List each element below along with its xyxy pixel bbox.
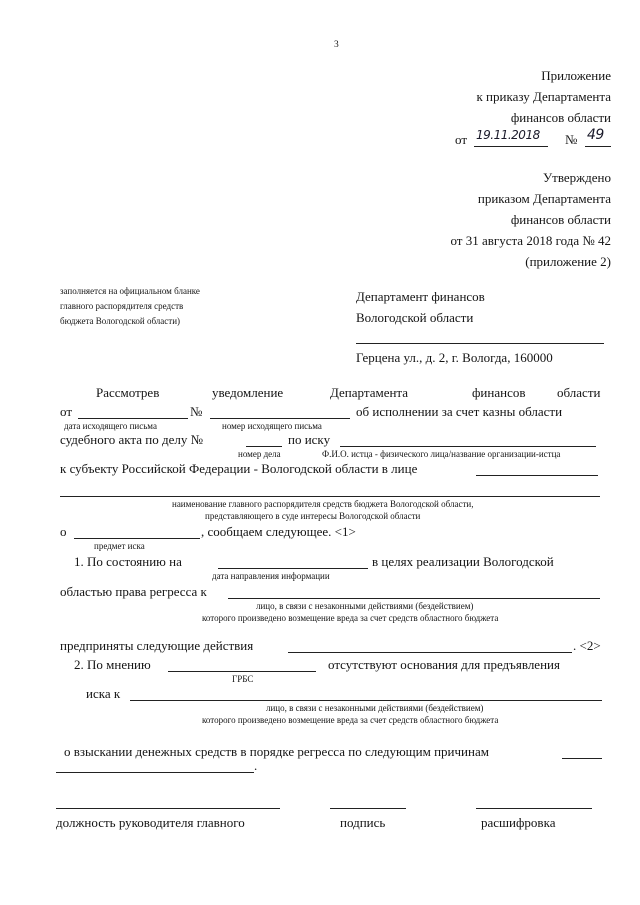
field-signature[interactable] bbox=[330, 808, 406, 809]
field-grbs-b[interactable] bbox=[60, 496, 600, 497]
addressee-underline bbox=[356, 343, 604, 344]
addressee-address: Герцена ул., д. 2, г. Вологда, 160000 bbox=[356, 350, 553, 365]
sign-signature-label: подпись bbox=[340, 815, 386, 830]
field-reasons-b[interactable] bbox=[56, 772, 254, 773]
field-date-letter[interactable] bbox=[78, 418, 188, 419]
word-uvedomlenie: уведомление bbox=[212, 385, 284, 400]
label-o-vzyskanii: о взыскании денежных средств в порядке регресса по следующим причинам bbox=[64, 744, 489, 759]
label-soobshchaem: , сообщаем следующее. <1> bbox=[201, 524, 356, 539]
field-person-2[interactable] bbox=[130, 700, 602, 701]
field-case-num[interactable] bbox=[246, 446, 282, 447]
caption-person-2: которого произведено возмещение вреда за счет средств областного бюджета bbox=[202, 613, 499, 623]
caption-grbs-1: наименование главного распорядителя средств бюджета Вологодской области, bbox=[172, 499, 474, 509]
page-number: 3 bbox=[334, 40, 339, 50]
caption-plaintiff: Ф.И.О. истца - физического лица/название организации-истца bbox=[322, 449, 561, 459]
label-predprinyaty: предприняты следующие действия bbox=[60, 638, 254, 653]
sign-position-label: должность руководителя главного bbox=[56, 815, 245, 830]
word-oblasti: области bbox=[557, 385, 601, 400]
p2-start: 2. По мнению bbox=[74, 657, 151, 672]
field-reasons-a[interactable] bbox=[562, 758, 602, 759]
label-po-isku: по иску bbox=[288, 432, 331, 447]
field-plaintiff[interactable] bbox=[340, 446, 596, 447]
appendix-title: Приложение bbox=[541, 68, 611, 83]
field-num-letter[interactable] bbox=[210, 418, 350, 419]
field-person-1[interactable] bbox=[228, 598, 600, 599]
approved-dept: финансов области bbox=[510, 212, 611, 227]
appendix-dept: финансов области bbox=[510, 110, 611, 125]
caption-person-3: лицо, в связи с незаконными действиями (бездействием) bbox=[266, 703, 484, 713]
sign-decoding-label: расшифровка bbox=[481, 815, 556, 830]
p1-end: в целях реализации Вологодской bbox=[372, 554, 554, 569]
field-grbs-opinion[interactable] bbox=[168, 671, 316, 672]
field-actions[interactable] bbox=[288, 652, 572, 653]
left-note-line: главного распорядителя средств bbox=[60, 301, 184, 311]
label-oblastyu: областью права регресса к bbox=[60, 584, 207, 599]
caption-subject: предмет иска bbox=[94, 541, 145, 551]
addressee-name: Департамент финансов bbox=[356, 289, 485, 304]
approved-date: от 31 августа 2018 года № 42 bbox=[450, 233, 611, 248]
caption-num-letter: номер исходящего письма bbox=[222, 421, 322, 431]
caption-date-letter: дата исходящего письма bbox=[64, 421, 157, 431]
approved-title: Утверждено bbox=[542, 170, 611, 185]
label-o: о bbox=[60, 524, 67, 539]
word-finansov: финансов bbox=[472, 385, 526, 400]
appendix-num-sign: № bbox=[565, 132, 578, 147]
caption-grbs-2: представляющего в суде интересы Вологодской области bbox=[205, 511, 421, 521]
field-decoding[interactable] bbox=[476, 808, 592, 809]
label-num: № bbox=[190, 404, 203, 419]
p2-end: отсутствуют основания для предъявления bbox=[328, 657, 560, 672]
p1-start: 1. По состоянию на bbox=[74, 554, 182, 569]
left-note-line: заполняется на официальном бланке bbox=[60, 286, 200, 296]
number-underline bbox=[585, 146, 611, 147]
reasons-dot: . bbox=[254, 758, 258, 773]
addressee-region: Вологодской области bbox=[356, 310, 474, 325]
field-position[interactable] bbox=[56, 808, 280, 809]
appendix-from: от bbox=[455, 132, 468, 147]
caption-info-date: дата направления информации bbox=[212, 571, 330, 581]
handwritten-date: 19.11.2018 bbox=[476, 128, 540, 142]
field-info-date[interactable] bbox=[218, 568, 368, 569]
caption-grbs-short: ГРБС bbox=[232, 674, 254, 684]
caption-case-num: номер дела bbox=[238, 449, 281, 459]
note-2: . <2> bbox=[573, 638, 601, 653]
appendix-order: к приказу Департамента bbox=[476, 89, 611, 104]
label-sudebnogo: судебного акта по делу № bbox=[60, 432, 203, 447]
approved-order: приказом Департамента bbox=[477, 191, 611, 206]
approved-appendix: (приложение 2) bbox=[525, 254, 611, 269]
field-subject[interactable] bbox=[74, 538, 200, 539]
word-departamenta: Департамента bbox=[330, 385, 409, 400]
label-iska-k: иска к bbox=[86, 686, 121, 701]
label-ob-ispolnenii: об исполнении за счет казны области bbox=[356, 404, 563, 419]
caption-person-4: которого произведено возмещение вреда за счет средств областного бюджета bbox=[202, 715, 499, 725]
field-grbs-a[interactable] bbox=[476, 475, 598, 476]
date-underline bbox=[474, 146, 548, 147]
handwritten-number: 49 bbox=[587, 127, 604, 143]
left-note-line: бюджета Вологодской области) bbox=[60, 316, 181, 326]
label-ot: от bbox=[60, 404, 73, 419]
label-k-subektu: к субъекту Российской Федерации - Вологодской области в лице bbox=[60, 461, 418, 476]
word-rassmotrev: Рассмотрев bbox=[96, 385, 160, 400]
caption-person-1: лицо, в связи с незаконными действиями (бездействием) bbox=[256, 601, 474, 611]
